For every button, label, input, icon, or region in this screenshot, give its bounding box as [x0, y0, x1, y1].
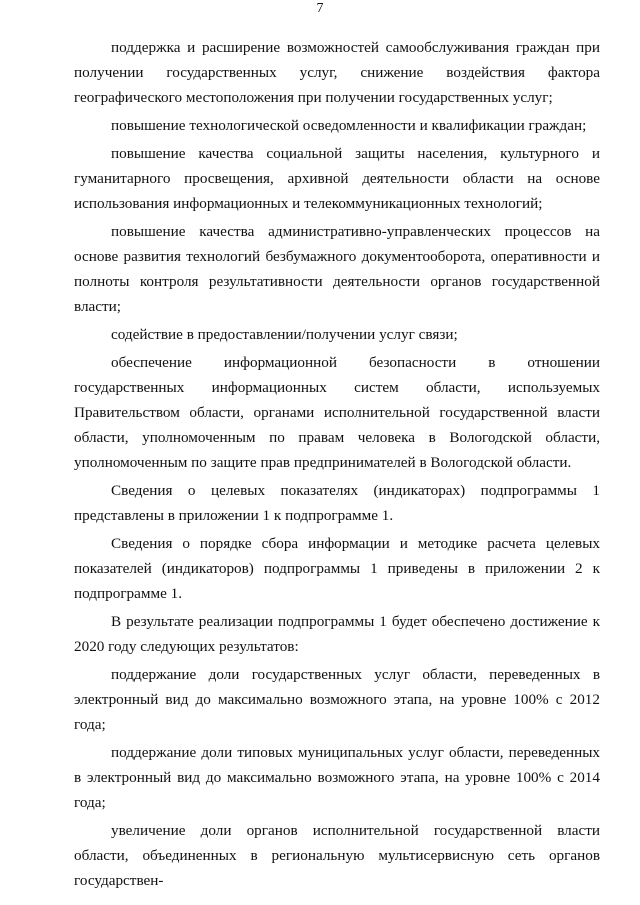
page-number: 7: [316, 1, 324, 16]
paragraph-12: увеличение доли органов исполнительной государственной власти области, объединенных в региональную мультисервисную сеть органов государствен-: [74, 822, 600, 889]
body-text: [74, 35, 600, 896]
paragraph-5: содействие в предоставлении/получении услуг связи;: [111, 326, 458, 343]
paragraph-10: поддержание доли государственных услуг области, переведенных в электронный вид до максимально возможного этапа, на уровне 100% с 2012 года;: [74, 666, 600, 733]
paragraph-6: обеспечение информационной безопасности в отношении государственных информационных систем области, используемых Правительством области, органами исполнительной государственной власти области, уполномоченным по правам человека в Вологодской области, уполномоченным по защите прав предпринимателей в Вологодской области.: [74, 354, 600, 471]
paragraph-1: поддержка и расширение возможностей самообслуживания граждан при получении государственных услуг, снижение воздействия фактора географического местоположения при получении государственных услуг;: [74, 39, 600, 106]
paragraph-2: повышение технологической осведомленности и квалификации граждан;: [111, 117, 587, 134]
paragraph-7: Сведения о целевых показателях (индикаторах) подпрограммы 1 представлены в приложении 1 к подпрограмме 1.: [74, 482, 600, 524]
paragraph-9: В результате реализации подпрограммы 1 будет обеспечено достижение к 2020 году следующих результатов:: [74, 613, 600, 655]
paragraph-11: поддержание доли типовых муниципальных услуг области, переведенных в электронный вид до максимально возможного этапа, на уровне 100% с 2014 года;: [74, 744, 600, 811]
paragraph-3: повышение качества социальной защиты населения, культурного и гуманитарного просвещения, архивной деятельности области на основе использования информационных и телекоммуникационных технологий;: [74, 145, 600, 212]
paragraph-4: повышение качества административно-управленческих процессов на основе развития технологий безбумажного документооборота, оперативности и полноты контроля результативности деятельности органов государственной власти;: [74, 223, 600, 315]
paragraph-8: Сведения о порядке сбора информации и методике расчета целевых показателей (индикаторов) подпрограммы 1 приведены в приложении 2 к подпрограмме 1.: [74, 535, 600, 602]
